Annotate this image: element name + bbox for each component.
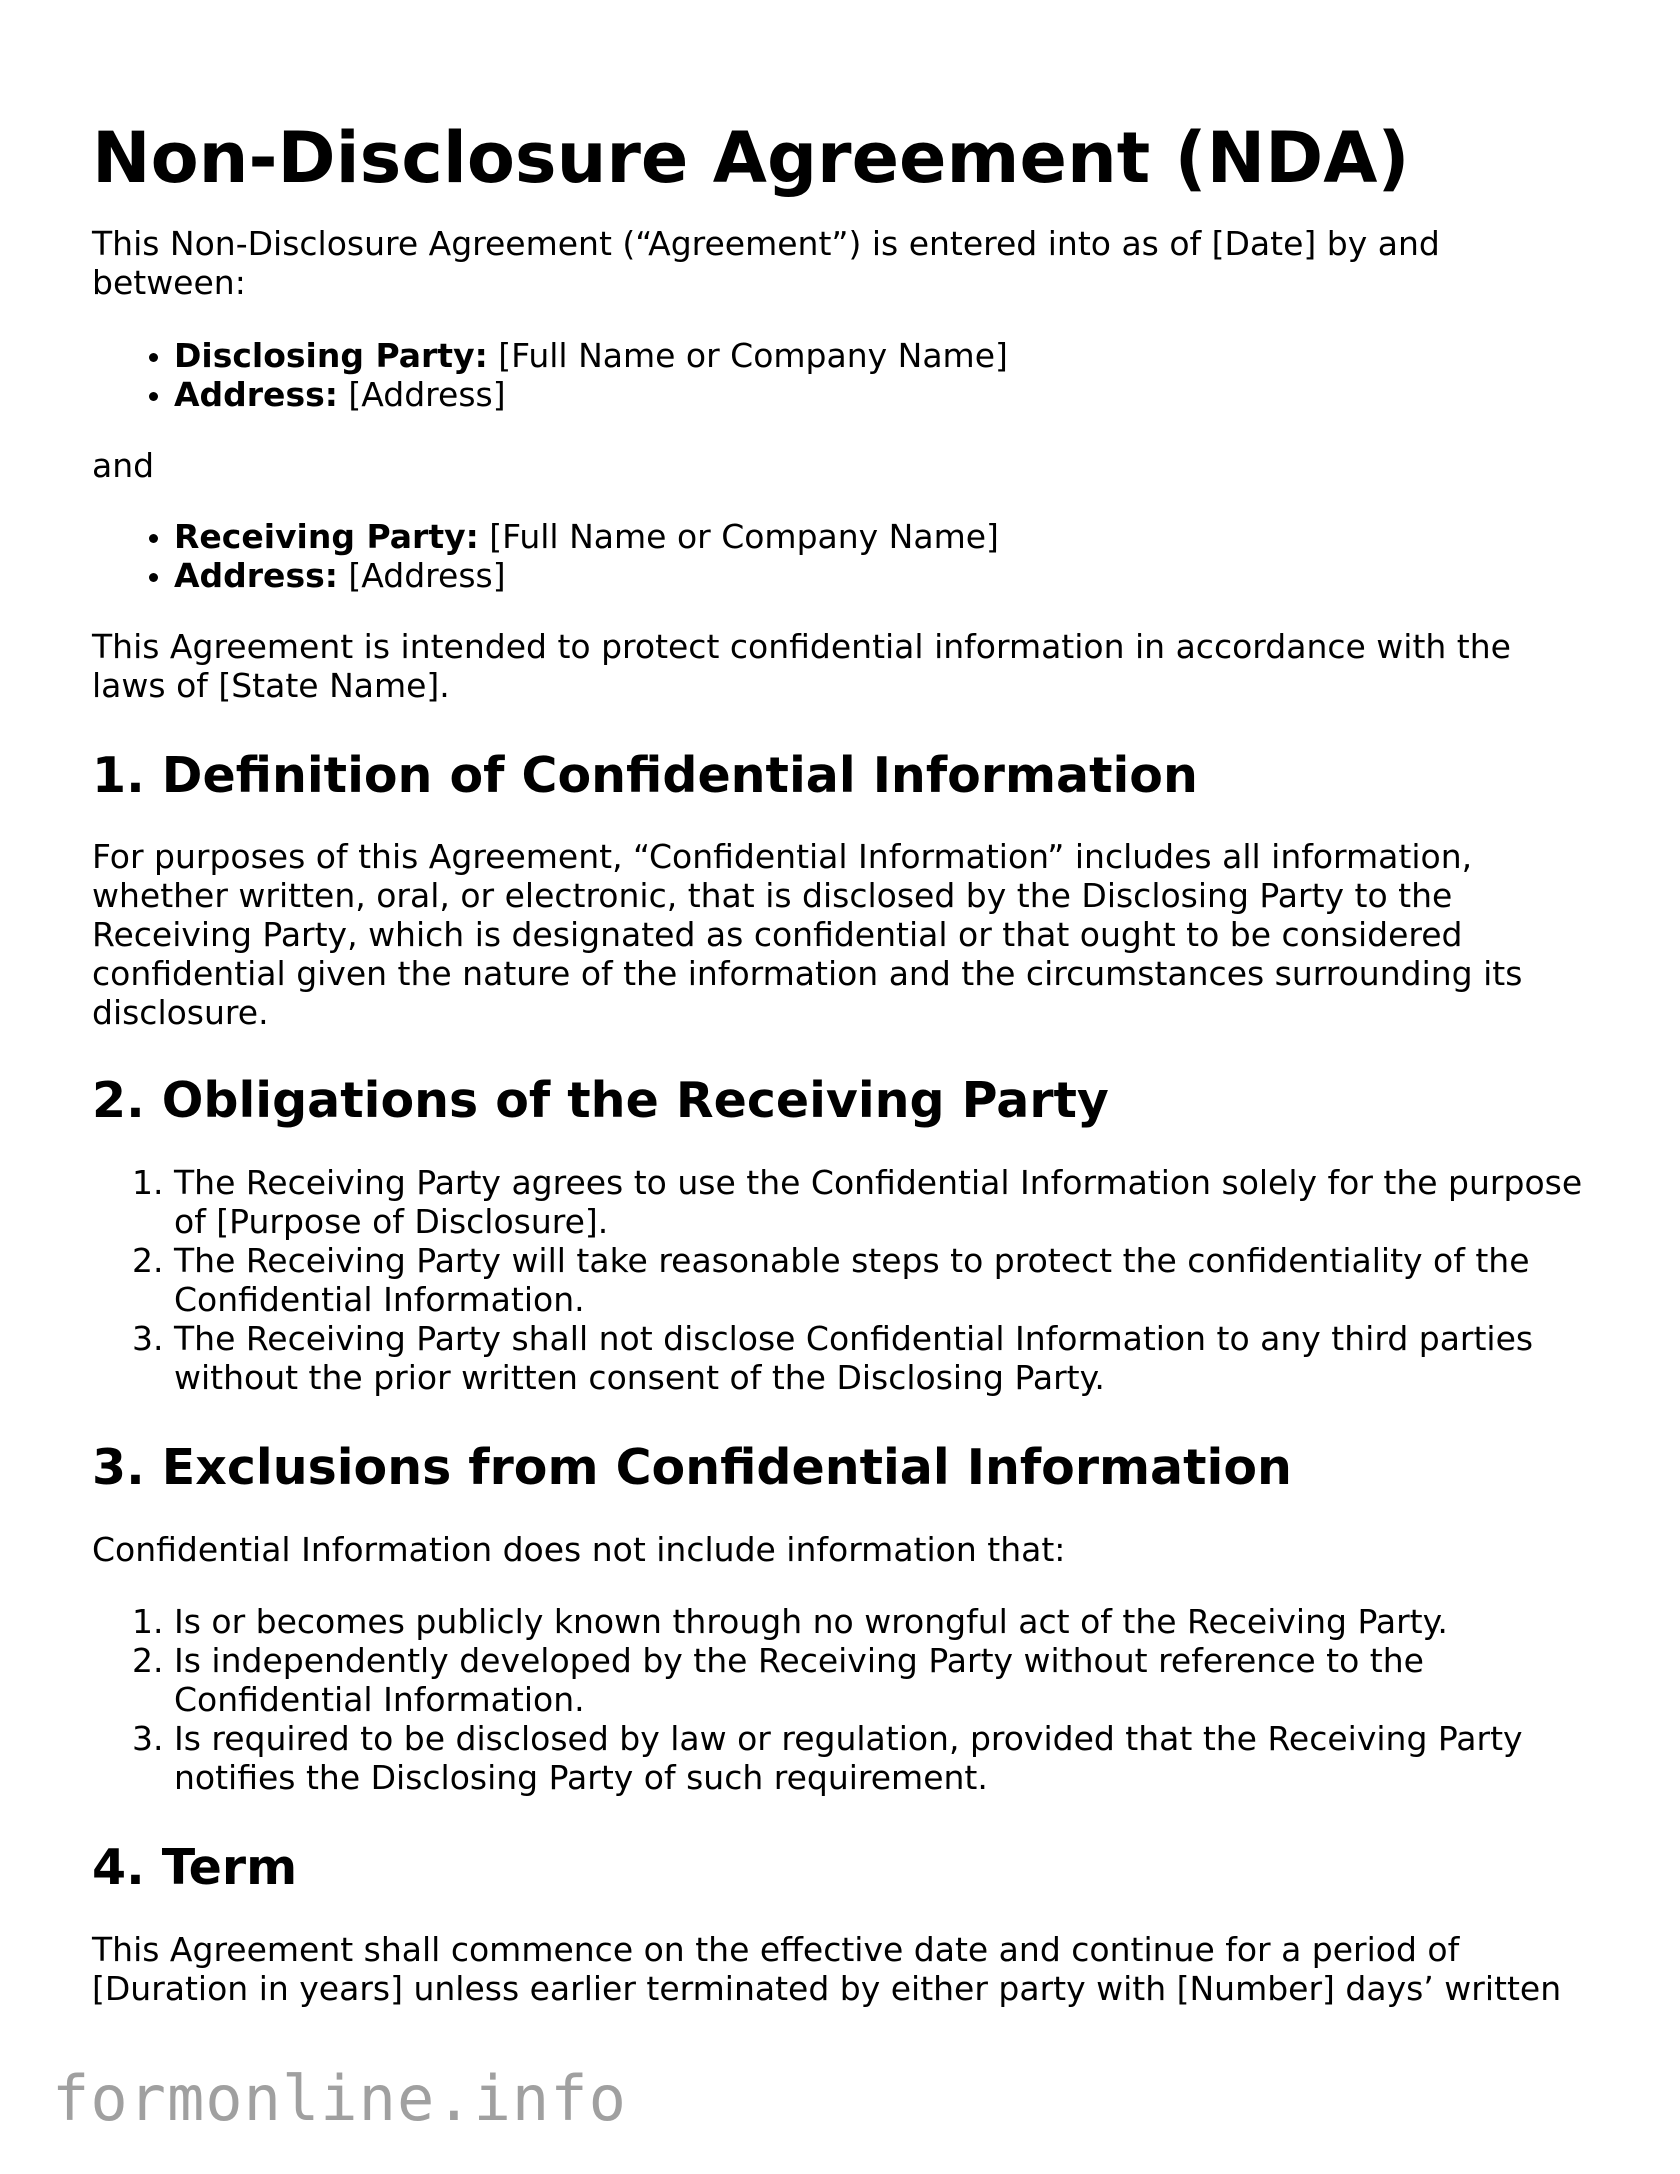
- list-item: 3. The Receiving Party shall not disclose Confidential Information to any third parties without the prior written consent of the Disclosing Party.: [174, 1319, 1592, 1397]
- disclosing-party-label: Disclosing Party:: [174, 336, 488, 375]
- document-page: [92, 118, 1592, 2008]
- receiving-address-label: Address:: [174, 556, 338, 595]
- receiving-party-address: [174, 556, 1592, 595]
- disclosing-party-list: [92, 336, 1592, 414]
- section-4-heading: 4. Term: [92, 1839, 298, 1896]
- list-item: 3. Is required to be disclosed by law or regulation, provided that the Receiving Party notifies the Disclosing Party of such requirement.: [174, 1719, 1592, 1797]
- section-3-heading: 3. Exclusions from Confidential Information: [92, 1439, 1292, 1496]
- governing-law-paragraph: This Agreement is intended to protect confidential information in accordance with the laws of [State Name].: [92, 627, 1511, 705]
- section-1-heading: 1. Definition of Confidential Information: [92, 747, 1198, 804]
- section-1-body: For purposes of this Agreement, “Confidential Information” includes all information, whether written, oral, or electronic, that is disclosed by the Disclosing Party to the Receiving Party, which is designated as confidential or that ought to be considered confidential given the nature of the information and the circumstances surrounding its disclosure.: [92, 837, 1523, 1032]
- section-4-body: This Agreement shall commence on the effective date and continue for a period of [Duration in years] unless earlier terminated by either party with [Number] days’ written: [92, 1930, 1562, 2008]
- exclusions-list: [92, 1602, 1592, 1797]
- disclosing-address-label: Address:: [174, 375, 338, 414]
- receiving-address-value: [Address]: [337, 556, 506, 595]
- watermark: formonline.info: [52, 2062, 627, 2135]
- list-item: 1. The Receiving Party agrees to use the Confidential Information solely for the purpose of [Purpose of Disclosure].: [174, 1163, 1592, 1241]
- disclosing-address-value: [Address]: [337, 375, 506, 414]
- receiving-party-value: [Full Name or Company Name]: [478, 517, 999, 556]
- document-title: Non-Disclosure Agreement (NDA): [92, 117, 1410, 199]
- obligations-list: [92, 1163, 1592, 1397]
- receiving-party-label: Receiving Party:: [174, 517, 479, 556]
- list-item: 1. Is or becomes publicly known through no wrongful act of the Receiving Party.: [174, 1602, 1592, 1641]
- section-2-heading: 2. Obligations of the Receiving Party: [92, 1072, 1109, 1129]
- disclosing-party-value: [Full Name or Company Name]: [487, 336, 1008, 375]
- receiving-party-list: [92, 517, 1592, 595]
- disclosing-party-name: [174, 336, 1592, 375]
- receiving-party-name: [174, 517, 1592, 556]
- disclosing-party-address: [174, 375, 1592, 414]
- intro-paragraph: This Non-Disclosure Agreement (“Agreement”) is entered into as of [Date] by and between:: [92, 224, 1440, 302]
- list-item: 2. The Receiving Party will take reasonable steps to protect the confidentiality of the Confidential Information.: [174, 1241, 1592, 1319]
- list-item: 2. Is independently developed by the Receiving Party without reference to the Confidential Information.: [174, 1641, 1592, 1719]
- and-text: and: [92, 446, 155, 485]
- section-3-intro: Confidential Information does not include information that:: [92, 1530, 1066, 1569]
